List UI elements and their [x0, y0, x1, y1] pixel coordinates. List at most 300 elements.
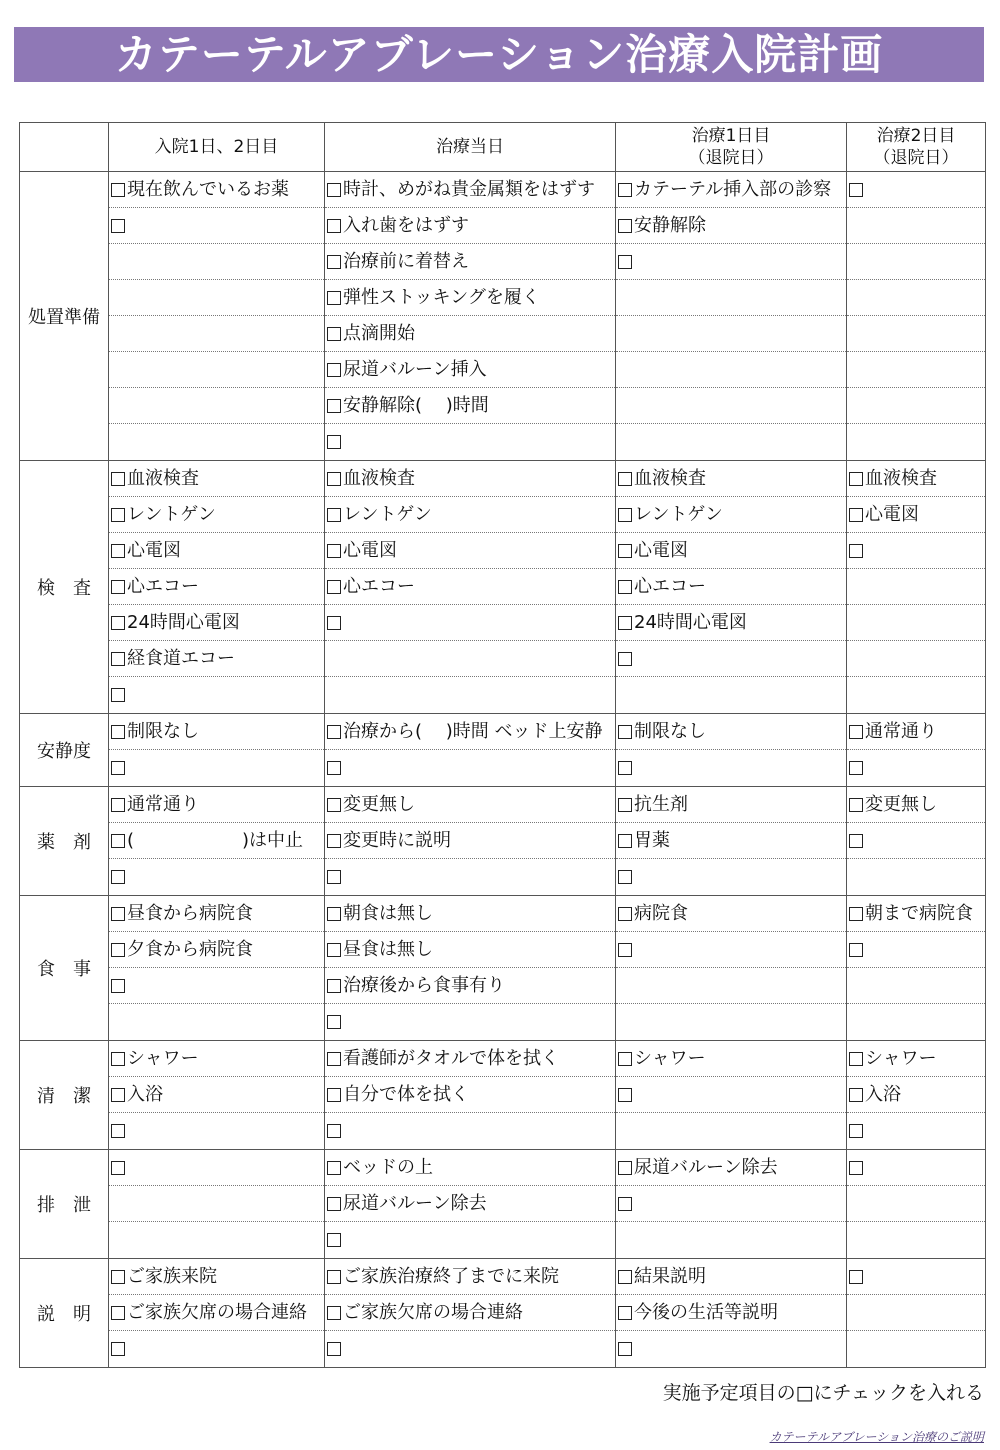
checklist-item	[616, 244, 846, 280]
header-post-day1: 治療1日目 （退院日）	[616, 123, 847, 172]
checkbox-icon[interactable]	[618, 834, 632, 848]
day-cell	[109, 1259, 325, 1368]
checklist-item	[109, 1331, 324, 1367]
empty-line	[616, 1113, 846, 1149]
day-cell	[325, 461, 616, 714]
section-row	[20, 1041, 986, 1150]
empty-line	[847, 859, 985, 895]
checkbox-icon[interactable]	[111, 616, 125, 630]
checkbox-icon[interactable]	[618, 1270, 632, 1284]
checklist-item-label: 24時間心電図	[127, 612, 240, 633]
checkbox-icon[interactable]	[849, 1088, 863, 1102]
checklist-item-label: 弾性ストッキングを履く	[343, 287, 540, 308]
checkbox-icon[interactable]	[327, 508, 341, 522]
checkbox-icon[interactable]	[327, 399, 341, 413]
day-cell	[109, 1150, 325, 1259]
checkbox-icon[interactable]	[111, 870, 125, 884]
table-header-row	[20, 123, 986, 172]
checklist-item-label: 抗生剤	[634, 794, 688, 815]
checklist-item	[847, 896, 985, 932]
checklist-item	[109, 1295, 324, 1331]
checklist-item	[325, 280, 615, 316]
empty-line	[847, 280, 985, 316]
checkbox-icon[interactable]	[849, 798, 863, 812]
checkbox-icon[interactable]	[111, 798, 125, 812]
checklist-item	[616, 497, 846, 533]
day-cell	[325, 1150, 616, 1259]
empty-line	[847, 569, 985, 605]
checklist-item-label: 経食道エコー	[127, 648, 235, 669]
checkbox-icon[interactable]	[111, 544, 125, 558]
checkbox-icon[interactable]	[111, 183, 125, 197]
day-cell	[109, 714, 325, 787]
checklist-item	[616, 1186, 846, 1222]
checklist-item	[847, 533, 985, 569]
checklist-item	[616, 569, 846, 605]
checklist-item-label: 現在飲んでいるお薬	[127, 179, 289, 200]
checklist-item	[109, 823, 324, 859]
checklist-item-label: 心エコー	[634, 576, 706, 597]
checklist-item	[616, 1077, 846, 1113]
checkbox-icon[interactable]	[618, 616, 632, 630]
checkbox-icon[interactable]	[111, 1124, 125, 1138]
checklist-item	[109, 1041, 324, 1077]
checklist-item-label: 点滴開始	[343, 323, 415, 344]
empty-line	[109, 1004, 324, 1040]
checklist-item	[325, 750, 615, 786]
checkbox-icon[interactable]	[327, 834, 341, 848]
checklist-item-label: 血液検査	[634, 468, 706, 489]
checklist-item-label: 制限なし	[127, 721, 199, 742]
page-title: カテーテルアブレーション治療入院計画	[14, 27, 984, 82]
day-cell	[325, 787, 616, 896]
empty-line	[847, 1331, 985, 1367]
checklist-item-label: 昼食から病院食	[127, 903, 253, 924]
checkbox-icon[interactable]	[327, 219, 341, 233]
checkbox-icon[interactable]	[849, 907, 863, 921]
checklist-item	[616, 896, 846, 932]
empty-line	[847, 388, 985, 424]
checkbox-icon[interactable]	[618, 580, 632, 594]
header-post-day2: 治療2日目 （退院日）	[847, 123, 986, 172]
checkbox-icon[interactable]	[618, 943, 632, 957]
checklist-item	[325, 1004, 615, 1040]
checkbox-icon[interactable]	[327, 435, 341, 449]
checklist-item	[325, 172, 615, 208]
checklist-item	[847, 497, 985, 533]
day-cell	[325, 896, 616, 1041]
day-cell	[616, 1259, 847, 1368]
checkbox-icon[interactable]	[327, 870, 341, 884]
checklist-item	[847, 932, 985, 968]
checklist-item	[325, 1295, 615, 1331]
header-day1-2: 入院1日、2日目	[109, 123, 325, 172]
checklist-item	[616, 1150, 846, 1186]
checkbox-icon[interactable]	[327, 1197, 341, 1211]
section-row	[20, 787, 986, 896]
day-cell	[847, 787, 986, 896]
checklist-item-label: 変更無し	[343, 794, 415, 815]
checklist-item-label: ご家族来院	[127, 1266, 217, 1287]
checklist-item-label: 胃薬	[634, 830, 670, 851]
checkbox-icon[interactable]	[618, 544, 632, 558]
day-cell	[616, 172, 847, 461]
checkbox-icon[interactable]	[111, 834, 125, 848]
checklist-item	[325, 497, 615, 533]
empty-line	[109, 388, 324, 424]
day-cell	[109, 787, 325, 896]
empty-line	[109, 1222, 324, 1258]
checklist-item	[616, 461, 846, 497]
checkbox-icon[interactable]	[849, 725, 863, 739]
checkbox-icon[interactable]	[618, 219, 632, 233]
checkbox-icon[interactable]	[849, 1270, 863, 1284]
checklist-item-label: 心電図	[127, 540, 181, 561]
empty-line	[847, 605, 985, 641]
empty-line	[847, 424, 985, 460]
checklist-item	[325, 932, 615, 968]
checkbox-icon[interactable]	[111, 219, 125, 233]
checklist-item-label: 尿道バルーン除去	[634, 1157, 778, 1178]
checklist-item	[109, 787, 324, 823]
empty-line	[616, 968, 846, 1004]
checkbox-icon[interactable]	[618, 907, 632, 921]
checkbox-icon[interactable]	[111, 472, 125, 486]
checkbox-icon[interactable]	[618, 1161, 632, 1175]
checkbox-icon[interactable]	[618, 255, 632, 269]
day-cell	[616, 787, 847, 896]
checklist-item-label: 心電図	[343, 540, 397, 561]
checklist-item	[325, 1186, 615, 1222]
header-corner	[20, 123, 109, 172]
checkbox-icon[interactable]	[618, 472, 632, 486]
checkbox-icon[interactable]	[111, 652, 125, 666]
checkbox-icon[interactable]	[849, 1161, 863, 1175]
checklist-item	[325, 316, 615, 352]
empty-line	[847, 968, 985, 1004]
checklist-item	[109, 677, 324, 713]
checkbox-icon[interactable]	[327, 1015, 341, 1029]
day-cell	[616, 896, 847, 1041]
checklist-item	[325, 1259, 615, 1295]
checkbox-icon[interactable]	[618, 1342, 632, 1356]
day-cell	[616, 461, 847, 714]
checklist-item-label: ご家族欠席の場合連絡	[343, 1302, 523, 1323]
checklist-item	[847, 1259, 985, 1295]
checklist-item	[847, 1041, 985, 1077]
checkbox-icon[interactable]	[327, 472, 341, 486]
checkbox-icon[interactable]	[111, 508, 125, 522]
checkbox-icon[interactable]	[618, 870, 632, 884]
checkbox-icon[interactable]	[327, 1342, 341, 1356]
section-row	[20, 172, 986, 461]
checklist-item	[325, 896, 615, 932]
checkbox-icon[interactable]	[849, 1052, 863, 1066]
checklist-item	[616, 1259, 846, 1295]
checkbox-icon[interactable]	[618, 798, 632, 812]
empty-line	[847, 1186, 985, 1222]
checkbox-icon[interactable]	[618, 652, 632, 666]
checkbox-icon[interactable]	[618, 1306, 632, 1320]
checklist-item	[847, 461, 985, 497]
checklist-item	[325, 1077, 615, 1113]
checkbox-icon[interactable]	[111, 1270, 125, 1284]
section-category: 処置準備	[20, 172, 109, 461]
section-row	[20, 1150, 986, 1259]
checkbox-icon[interactable]	[327, 1270, 341, 1284]
checklist-item	[325, 352, 615, 388]
checkbox-icon[interactable]	[111, 907, 125, 921]
section-category: 説 明	[20, 1259, 109, 1368]
checkbox-icon[interactable]	[849, 472, 863, 486]
checklist-item	[325, 787, 615, 823]
checklist-item	[616, 787, 846, 823]
checklist-item	[616, 172, 846, 208]
checklist-item-label: ご家族治療終了までに来院	[343, 1266, 559, 1287]
day-cell	[847, 1041, 986, 1150]
checklist-item	[616, 859, 846, 895]
empty-line	[109, 352, 324, 388]
checklist-item	[847, 787, 985, 823]
empty-line	[847, 316, 985, 352]
checkbox-icon[interactable]	[111, 943, 125, 957]
section-category: 薬 剤	[20, 787, 109, 896]
checklist-item	[847, 1077, 985, 1113]
checklist-item	[325, 461, 615, 497]
checkbox-icon[interactable]	[618, 1197, 632, 1211]
section-category: 清 潔	[20, 1041, 109, 1150]
checklist-item-label: 安静解除( )時間	[343, 395, 489, 416]
day-cell	[847, 714, 986, 787]
empty-line	[616, 1222, 846, 1258]
day-cell	[109, 172, 325, 461]
empty-line	[616, 677, 846, 713]
checklist-item-label: カテーテル挿入部の診察	[634, 179, 832, 200]
checklist-item	[109, 896, 324, 932]
admission-plan-table	[19, 122, 986, 1368]
empty-line	[109, 316, 324, 352]
checklist-item-label: 心エコー	[343, 576, 415, 597]
checklist-item	[325, 859, 615, 895]
checklist-item-label: 治療から( )時間 ベッド上安静	[343, 721, 603, 742]
checklist-item-label: レントゲン	[127, 504, 216, 525]
checklist-item-label: 病院食	[634, 903, 688, 924]
day-cell	[847, 1259, 986, 1368]
checklist-item-label: 尿道バルーン挿入	[343, 359, 487, 380]
empty-line	[616, 1004, 846, 1040]
day-cell	[109, 896, 325, 1041]
empty-line	[847, 1222, 985, 1258]
checkbox-icon[interactable]	[327, 725, 341, 739]
checklist-item	[325, 1113, 615, 1149]
checklist-item-label: 血液検査	[865, 468, 937, 489]
checkbox-icon[interactable]	[327, 1088, 341, 1102]
checkbox-icon[interactable]	[327, 616, 341, 630]
checkbox-icon[interactable]	[327, 907, 341, 921]
checklist-item	[109, 1113, 324, 1149]
checkbox-icon[interactable]	[111, 725, 125, 739]
checklist-item-label: 心エコー	[127, 576, 199, 597]
empty-line	[616, 316, 846, 352]
empty-line	[109, 280, 324, 316]
checklist-item-label: 通常通り	[865, 721, 937, 742]
checklist-item	[325, 823, 615, 859]
section-row	[20, 714, 986, 787]
empty-line	[616, 352, 846, 388]
checklist-item	[616, 714, 846, 750]
checkbox-icon[interactable]	[111, 688, 125, 702]
checklist-item-label: 結果説明	[634, 1266, 706, 1287]
checklist-item-label: 24時間心電図	[634, 612, 747, 633]
checklist-item	[109, 859, 324, 895]
checklist-item	[109, 172, 324, 208]
checklist-item	[616, 1295, 846, 1331]
checkbox-icon[interactable]	[327, 544, 341, 558]
day-cell	[109, 1041, 325, 1150]
section-category: 検 査	[20, 461, 109, 714]
checklist-item-label: 看護師がタオルで体を拭く	[343, 1048, 559, 1069]
checklist-item-label: 今後の生活等説明	[634, 1302, 778, 1323]
checklist-item-label: ベッドの上	[343, 1157, 433, 1178]
checklist-item-label: 通常通り	[127, 794, 199, 815]
checkbox-icon[interactable]	[327, 1233, 341, 1247]
checklist-item-label: 血液検査	[343, 468, 415, 489]
section-category: 食 事	[20, 896, 109, 1041]
checklist-item-label: 尿道バルーン除去	[343, 1193, 487, 1214]
checklist-item	[847, 823, 985, 859]
checkbox-icon[interactable]	[327, 798, 341, 812]
checkbox-icon[interactable]	[327, 580, 341, 594]
checklist-item	[616, 641, 846, 677]
checklist-item-label: 夕食から病院食	[127, 939, 253, 960]
checkbox-icon[interactable]	[849, 508, 863, 522]
checkbox-icon[interactable]	[327, 1124, 341, 1138]
checklist-item	[109, 497, 324, 533]
checklist-item	[847, 1113, 985, 1149]
checkbox-icon[interactable]	[849, 834, 863, 848]
checkbox-icon[interactable]	[327, 327, 341, 341]
empty-line	[325, 677, 615, 713]
checklist-item-label: 変更時に説明	[343, 830, 451, 851]
checklist-item-label: シャワー	[127, 1048, 199, 1069]
checklist-item	[109, 968, 324, 1004]
checkbox-icon[interactable]	[618, 1052, 632, 1066]
checklist-item-label: レントゲン	[634, 504, 723, 525]
checkbox-icon[interactable]	[111, 580, 125, 594]
checklist-item	[325, 424, 615, 460]
checklist-item	[109, 533, 324, 569]
checkbox-icon[interactable]	[618, 508, 632, 522]
checkbox-icon[interactable]	[111, 1306, 125, 1320]
day-cell	[616, 1150, 847, 1259]
section-row	[20, 1259, 986, 1368]
checklist-item-label: 心電図	[865, 504, 919, 525]
empty-line	[847, 641, 985, 677]
checklist-item	[109, 714, 324, 750]
checklist-item-label: 治療前に着替え	[343, 251, 469, 272]
checkbox-icon[interactable]	[618, 725, 632, 739]
checklist-item-label: 心電図	[634, 540, 688, 561]
checkbox-icon[interactable]	[849, 943, 863, 957]
checklist-item	[325, 533, 615, 569]
empty-line	[847, 352, 985, 388]
day-cell	[325, 1259, 616, 1368]
checklist-item	[616, 823, 846, 859]
checkbox-icon[interactable]	[849, 183, 863, 197]
checkbox-icon[interactable]	[849, 761, 863, 775]
footer-credit: カテーテルアブレーション治療のご説明	[769, 1430, 984, 1444]
checkbox-icon[interactable]	[111, 1088, 125, 1102]
checklist-item-label: 入浴	[127, 1084, 163, 1105]
checkbox-icon[interactable]	[618, 183, 632, 197]
checklist-item	[325, 605, 615, 641]
checklist-item	[325, 1150, 615, 1186]
checkbox-instruction: 実施予定項目の□にチェックを入れる	[662, 1382, 984, 1404]
empty-line	[109, 424, 324, 460]
day-cell	[847, 461, 986, 714]
checkbox-icon[interactable]	[327, 1161, 341, 1175]
checklist-item	[616, 1041, 846, 1077]
checkbox-icon[interactable]	[327, 1052, 341, 1066]
checklist-item	[616, 605, 846, 641]
checkbox-icon[interactable]	[327, 255, 341, 269]
checkbox-icon[interactable]	[849, 544, 863, 558]
checklist-item	[325, 388, 615, 424]
empty-line	[847, 1295, 985, 1331]
checklist-item	[325, 1041, 615, 1077]
day-cell	[847, 896, 986, 1041]
checklist-item	[325, 1222, 615, 1258]
checkbox-icon[interactable]	[327, 1306, 341, 1320]
checklist-item	[847, 714, 985, 750]
checkbox-icon[interactable]	[111, 1342, 125, 1356]
checkbox-icon[interactable]	[327, 363, 341, 377]
checklist-item	[109, 605, 324, 641]
checkbox-icon[interactable]	[111, 1161, 125, 1175]
checklist-item-label: 昼食は無し	[343, 939, 433, 960]
checklist-item-label: 制限なし	[634, 721, 706, 742]
section-category: 排 泄	[20, 1150, 109, 1259]
checkbox-icon[interactable]	[327, 943, 341, 957]
checklist-item	[616, 533, 846, 569]
checkbox-icon[interactable]	[849, 1124, 863, 1138]
checklist-item	[325, 569, 615, 605]
checkbox-icon[interactable]	[327, 761, 341, 775]
checklist-item-label: シャワー	[865, 1048, 937, 1069]
checkbox-icon[interactable]	[618, 1088, 632, 1102]
checklist-item	[325, 968, 615, 1004]
checkbox-icon[interactable]	[111, 1052, 125, 1066]
checklist-item-label: 変更無し	[865, 794, 937, 815]
empty-line	[847, 208, 985, 244]
day-cell	[325, 714, 616, 787]
empty-line	[847, 1004, 985, 1040]
checkbox-icon[interactable]	[618, 761, 632, 775]
checklist-item	[616, 932, 846, 968]
empty-line	[616, 388, 846, 424]
day-cell	[847, 172, 986, 461]
checkbox-icon[interactable]	[327, 979, 341, 993]
checkbox-icon[interactable]	[111, 761, 125, 775]
checklist-item	[616, 1331, 846, 1367]
checkbox-icon[interactable]	[327, 183, 341, 197]
checkbox-icon[interactable]	[111, 979, 125, 993]
empty-line	[109, 244, 324, 280]
checklist-item	[616, 208, 846, 244]
checkbox-icon[interactable]	[327, 291, 341, 305]
section-category: 安静度	[20, 714, 109, 787]
checklist-item	[109, 1077, 324, 1113]
